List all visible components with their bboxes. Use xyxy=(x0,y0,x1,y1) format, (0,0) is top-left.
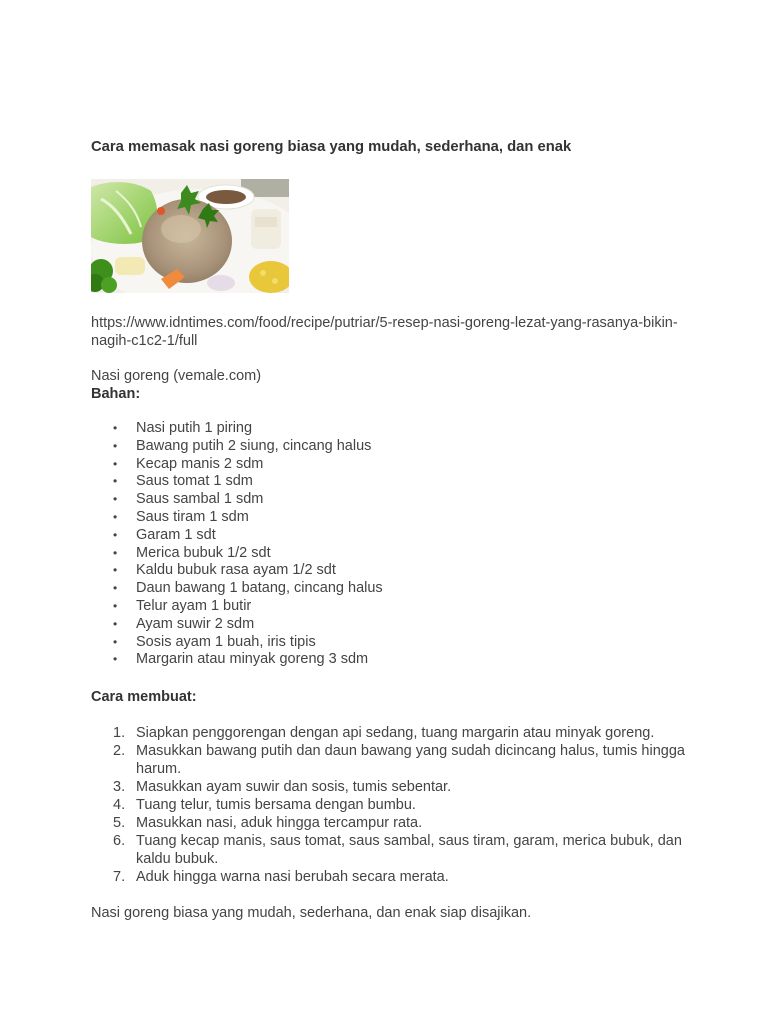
ingredient-text: Saus tomat 1 sdm xyxy=(136,473,253,490)
ingredient-text: Sosis ayam 1 buah, iris tipis xyxy=(136,633,316,650)
ingredients-heading: Bahan: xyxy=(91,386,141,402)
ingredient-text: Ayam suwir 2 sdm xyxy=(136,615,255,632)
step-text: Tuang telur, tumis bersama dengan bumbu. xyxy=(136,797,416,813)
ingredient-text: Kecap manis 2 sdm xyxy=(136,455,264,472)
ingredient-text: Margarin atau minyak goreng 3 sdm xyxy=(136,651,369,668)
step-number: 1. xyxy=(113,725,126,741)
source-url-link[interactable]: https://www.idntimes.com/food/recipe/putriar/5-resep-nasi-goreng-lezat-yang-rasanya-bikin-nagih-c1c2-1/full xyxy=(91,315,678,349)
list-item xyxy=(91,420,383,438)
list-item xyxy=(91,832,691,868)
step-text: Masukkan bawang putih dan daun bawang yang sudah dicincang halus, tumis hingga harum. xyxy=(136,743,685,777)
list-item xyxy=(91,473,383,491)
food-photo-icon xyxy=(91,179,289,293)
list-item xyxy=(91,545,383,563)
list-item xyxy=(91,580,383,598)
step-text: Tuang kecap manis, saus tomat, saus sambal, saus tiram, garam, merica bubuk, dan kaldu bubuk. xyxy=(136,833,682,867)
list-item xyxy=(91,598,383,616)
bullet-icon: • xyxy=(113,598,118,613)
bullet-icon: • xyxy=(113,438,118,453)
ingredient-text: Daun bawang 1 batang, cincang halus xyxy=(136,580,383,597)
bullet-icon: • xyxy=(113,509,118,524)
ingredient-text: Saus tiram 1 sdm xyxy=(136,508,249,525)
ingredients-list xyxy=(91,420,383,669)
image-caption: Nasi goreng (vemale.com) xyxy=(91,368,262,384)
step-text: Masukkan nasi, aduk hingga tercampur rata. xyxy=(136,815,423,831)
list-item xyxy=(91,868,691,886)
bullet-icon: • xyxy=(113,492,118,507)
list-item xyxy=(91,562,383,580)
ingredient-text: Saus sambal 1 sdm xyxy=(136,491,264,508)
steps-list xyxy=(91,724,691,886)
ingredient-text: Nasi putih 1 piring xyxy=(136,420,253,436)
step-number: 5. xyxy=(113,815,126,831)
closing-text: Nasi goreng biasa yang mudah, sederhana, dan enak siap disajikan. xyxy=(91,905,532,921)
list-item xyxy=(91,796,691,814)
ingredient-text: Merica bubuk 1/2 sdt xyxy=(136,544,271,561)
list-item xyxy=(91,634,383,652)
list-item xyxy=(91,438,383,456)
list-item xyxy=(91,491,383,509)
step-number: 7. xyxy=(113,869,126,885)
bullet-icon: • xyxy=(113,563,118,578)
list-item xyxy=(91,527,383,545)
bullet-icon: • xyxy=(113,581,118,596)
step-number: 6. xyxy=(113,833,126,849)
list-item xyxy=(91,778,691,796)
step-text: Masukkan ayam suwir dan sosis, tumis sebentar. xyxy=(136,779,452,795)
bullet-icon: • xyxy=(113,456,118,471)
list-item xyxy=(91,456,383,474)
step-number: 3. xyxy=(113,779,126,795)
step-number: 4. xyxy=(113,797,126,813)
step-text: Aduk hingga warna nasi berubah secara merata. xyxy=(136,869,449,885)
step-text: Siapkan penggorengan dengan api sedang, tuang margarin atau minyak goreng. xyxy=(136,725,655,741)
list-item xyxy=(91,651,383,669)
bullet-icon: • xyxy=(113,545,118,560)
list-item xyxy=(91,742,691,778)
ingredient-text: Garam 1 sdt xyxy=(136,526,216,543)
bullet-icon: • xyxy=(113,616,118,631)
list-item xyxy=(91,724,691,742)
list-item xyxy=(91,616,383,634)
steps-heading: Cara membuat: xyxy=(91,689,197,705)
step-number: 2. xyxy=(113,743,126,759)
ingredient-text: Telur ayam 1 butir xyxy=(136,597,252,614)
list-item xyxy=(91,814,691,832)
bullet-icon: • xyxy=(113,421,118,435)
ingredient-text: Kaldu bubuk rasa ayam 1/2 sdt xyxy=(136,562,336,579)
nasi-goreng-photo xyxy=(91,179,289,293)
bullet-icon: • xyxy=(113,634,118,649)
ingredient-text: Bawang putih 2 siung, cincang halus xyxy=(136,437,372,454)
bullet-icon: • xyxy=(113,652,118,667)
list-item xyxy=(91,509,383,527)
bullet-icon: • xyxy=(113,474,118,489)
document-title: Cara memasak nasi goreng biasa yang mudah, sederhana, dan enak xyxy=(91,139,572,155)
bullet-icon: • xyxy=(113,527,118,542)
